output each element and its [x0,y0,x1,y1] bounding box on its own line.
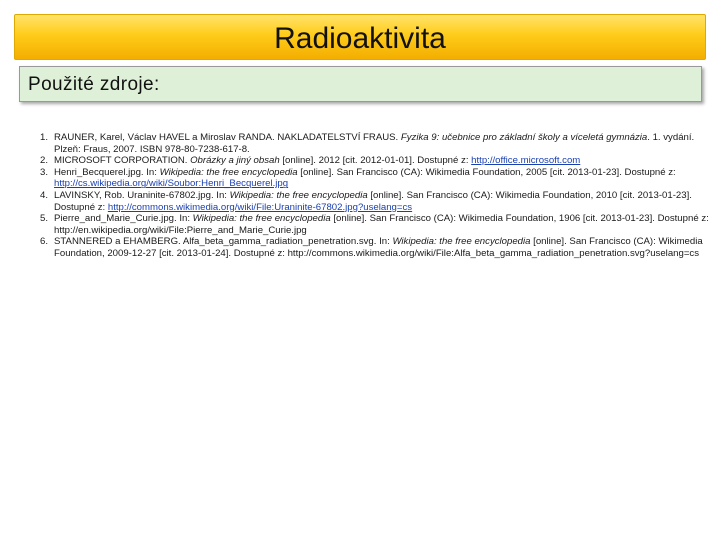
reference-title: Obrázky a jiný obsah [190,155,280,167]
reference-item [54,213,716,236]
reference-item [54,167,716,190]
reference-item [54,155,716,167]
reference-title: Wikipedia: the free encyclopedia [392,236,531,248]
reference-text: [online]. San Francisco (CA): Wikimedia Foundation, 2009-12-27 [cit. 2013-01-24]. Dostupné z: http://commons.wikimedia.org/wiki/File:Alfa_beta_gamma_radiation_penetration.svg?uselang=cs [54,236,703,259]
reference-text: Pierre_and_Marie_Curie.jpg. In: [54,213,193,225]
reference-list [30,132,716,260]
reference-text: [online]. San Francisco (CA): Wikimedia Foundation, 2005 [cit. 2013-01-23]. Dostupné z: [297,166,676,178]
reference-title: Wikipedia: the free encyclopedia [159,166,298,178]
reference-text: [online]. San Francisco (CA): Wikimedia Foundation, 2010 [cit. 2013-01-23]. Dostupné z: [54,189,692,213]
reference-link[interactable]: http://office.microsoft.com [471,155,581,167]
reference-text: . 1. vydání. Plzeň: Fraus, 2007. ISBN 978-80-7238-617-8. [54,132,695,155]
reference-title: Wikipedia: the free encyclopedia [229,189,368,201]
subtitle-banner [19,66,702,102]
reference-text: [online]. 2012 [cit. 2012-01-01]. Dostupné z: [279,155,472,167]
reference-text: Henri_Becquerel.jpg. In: [54,166,160,178]
reference-item [54,236,716,259]
reference-item [54,132,716,155]
reference-title: Wikipedia: the free encyclopedia [192,213,331,225]
title-banner [14,14,706,60]
reference-text: STANNERED a EHAMBERG. Alfa_beta_gamma_radiation_penetration.svg. In: [54,236,393,248]
reference-link[interactable]: http://cs.wikipedia.org/wiki/Soubor:Henri_Becquerel.jpg [54,178,289,190]
reference-title: Fyzika 9: učebnice pro základní školy a víceletá gymnázia [400,132,648,143]
slide-title: Radioaktivita [274,22,446,55]
reference-text: LAVINSKY, Rob. Uraninite-67802.jpg. In: [54,189,230,201]
reference-link[interactable]: http://commons.wikimedia.org/wiki/File:Uraninite-67802.jpg?uselang=cs [107,201,413,213]
reference-text: MICROSOFT CORPORATION. [54,155,191,167]
reference-text: RAUNER, Karel, Václav HAVEL a Miroslav RANDA. NAKLADATELSTVÍ FRAUS. [54,132,401,143]
reference-text: [online]. San Francisco (CA): Wikimedia Foundation, 1906 [cit. 2013-01-23]. Dostupné z: http://en.wikipedia.org/wiki/File:Pierre_and_Marie_Curie.jpg [54,213,709,236]
reference-item [54,190,716,213]
slide-subtitle: Použité zdroje: [28,74,160,95]
